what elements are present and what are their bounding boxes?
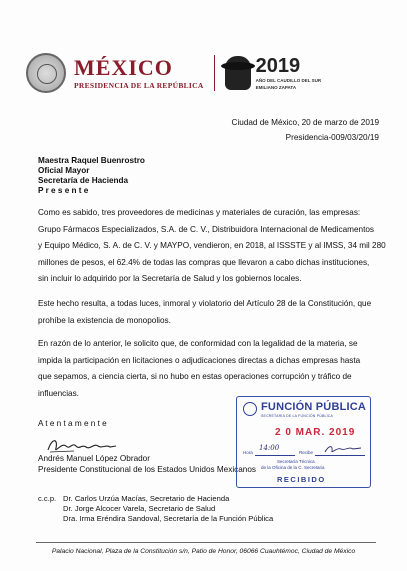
national-seal-icon: [26, 53, 66, 93]
stamp-subtitle: SECRETARÍA DE LA FUNCIÓN PÚBLICA: [261, 414, 334, 418]
paragraph-line: sin incluir lo adquirido por la Secretaría de Salud y los gobiernos locales.: [38, 274, 302, 283]
presente-label: P r e s e n t e: [38, 186, 89, 195]
paragraph-line: millones de pesos, el 62.4% de todas las compras que llevaron a cabo dichas instituciones,: [38, 257, 370, 267]
cc-line-1: Dr. Carlos Urzúa Macías, Secretario de Hacienda: [63, 494, 230, 503]
stamp-title: FUNCIÓN PÚBLICA: [261, 401, 367, 413]
year-motto-1: AÑO DEL CAUDILLO DEL SUR: [255, 78, 322, 83]
country-name: MÉXICO: [74, 54, 173, 80]
stamp-hora-value: 14:00: [259, 444, 280, 452]
paragraph-3: [38, 336, 378, 402]
year-block: [256, 56, 322, 90]
stamp-office-line-2: de la Oficina de la C. Secretaria: [261, 465, 325, 470]
mexico-title-block: [74, 54, 204, 90]
paragraph-line: Como es sabido, tres proveedores de medicinas y materiales de curación, las empresas:: [38, 208, 361, 217]
paragraph-line: prohíbe la existencia de monopolios.: [38, 315, 171, 325]
paragraph-line: influencias.: [38, 388, 79, 398]
cc-line-3: Dra. Irma Eréndira Sandoval, Secretaría de la Función Pública: [63, 514, 274, 523]
addressee-office: Secretaría de Hacienda: [38, 176, 129, 185]
stamp-hora-label: Hora: [243, 450, 253, 455]
footer-rule: [36, 542, 376, 543]
place-date: Ciudad de México, 20 de marzo de 2019: [231, 118, 379, 127]
footer-address: Palacio Nacional, Plaza de la Constitución s/n, Patio de Honor, 06066 Cuauhtémoc, Ciudad de México: [51, 548, 356, 555]
signer-name: Andrés Manuel López Obrador: [38, 454, 150, 463]
cc-label: c.c.p.: [38, 494, 57, 503]
letterhead: [26, 50, 321, 96]
stamp-recibe-initials: [323, 443, 363, 455]
paragraph-1: [38, 205, 386, 288]
paragraph-line: Este hecho resulta, a todas luces, inmoral y violatorio del Artículo 28 de la Constitución, que: [38, 299, 372, 308]
paragraph-2: [38, 296, 378, 329]
stamp-recibe-label: Recibe: [299, 450, 314, 455]
stamp-date: 2 0 MAR. 2019: [275, 427, 356, 438]
header-divider: [214, 55, 215, 91]
signer-title: Presidente Constitucional de los Estados Unidos Mexicanos: [38, 465, 256, 474]
zapata-portrait-icon: [225, 56, 251, 90]
stamp-hora-line: [255, 455, 295, 456]
stamp-received-label: RECIBIDO: [277, 475, 326, 484]
stamp-office-line-1: Secretaría Técnica: [277, 459, 315, 464]
funcion-publica-logo-icon: [243, 402, 257, 416]
addressee-name: Maestra Raquel Buenrostro: [38, 156, 145, 165]
closing: A t e n t a m e n t e: [38, 419, 107, 428]
paragraph-line: que sepamos, a ciencia cierta, si no hubo en estas operaciones corrupción y tráfico de: [38, 372, 352, 381]
stamp-recibe-line: [315, 455, 365, 456]
presidency-label: PRESIDENCIA DE LA REPÚBLICA: [74, 80, 204, 90]
paragraph-line: En razón de lo anterior, le solicito que, de conformidad con la legalidad de la materia, se: [38, 339, 358, 348]
year-motto-2: EMILIANO ZAPATA: [255, 85, 297, 90]
addressee-role: Oficial Mayor: [38, 166, 90, 175]
received-stamp: [236, 396, 371, 488]
year-label: 2019: [255, 55, 301, 77]
paragraph-line: y Equipo Médico, S. A. de C. V. y MAYPO, vendieron, en 2018, al ISSSTE y al IMSS, 34 mil 280: [38, 241, 386, 250]
paragraph-line: Grupo Fármacos Especializados, S.A. de C. V., Distribuidora Internacional de Medicamentos: [38, 224, 375, 234]
paragraph-line: impida la participación en licitaciones o adjudicaciones directas a dichas empresas hasta: [38, 355, 361, 365]
cc-line-2: Dr. Jorge Alcocer Varela, Secretario de Salud: [63, 504, 216, 513]
reference-number: Presidencia-009/03/20/19: [285, 133, 379, 142]
